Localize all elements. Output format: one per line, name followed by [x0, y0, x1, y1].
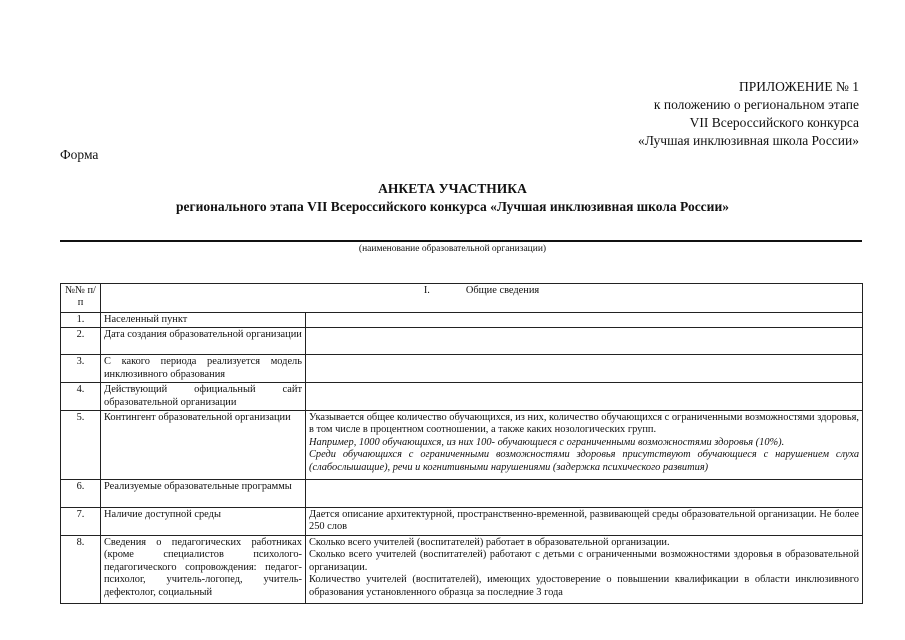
instruction-cell[interactable]	[306, 536, 863, 604]
instruction-cell[interactable]: Дается описание архитектурной, пространственно-временной, развивающей среды образовательной организации. Не более 250 слов	[306, 508, 863, 536]
answer-cell[interactable]	[306, 383, 863, 411]
instruction-text: Сколько всего учителей (воспитателей) работает в образовательной организации.	[309, 537, 670, 549]
questionnaire-table	[60, 283, 863, 604]
section-number: I.	[423, 285, 430, 296]
section-header-cell	[101, 284, 863, 313]
row-label: Сведения о педагогических работниках (кроме специалистов психолого-педагогического сопровождения: педагог-психолог, учитель-логопед, учитель-дефектолог, социальный	[101, 536, 306, 604]
appendix-header	[638, 78, 859, 150]
example-text: Среди обучающихся с ограниченными возможностями здоровья присутствуют обучающиеся с нарушением слуха (слабослышащие), речи и когнитивными нарушениями (задержка психического развития)	[309, 449, 860, 473]
header-number-cell: №№ п/п	[61, 284, 101, 313]
appendix-line: к положению о региональном этапе	[653, 97, 859, 112]
row-label: Реализуемые образовательные программы	[101, 480, 306, 508]
table-row	[61, 508, 863, 536]
answer-cell[interactable]	[306, 355, 863, 383]
answer-cell[interactable]	[306, 328, 863, 355]
instruction-text: Указывается общее количество обучающихся, из них, количество обучающихся с ограниченными возможностями здоровья, в том числе в процентном соотношении, а также каких нозологических групп.	[309, 412, 860, 436]
answer-cell[interactable]	[306, 480, 863, 508]
row-label: Наличие доступной среды	[101, 508, 306, 536]
row-label: С какого периода реализуется модель инклюзивного образования	[101, 355, 306, 383]
row-number: 8.	[61, 536, 101, 604]
row-label: Населенный пункт	[101, 313, 306, 328]
row-label: Дата создания образовательной организации	[101, 328, 306, 355]
row-number: 5.	[61, 411, 101, 480]
answer-cell[interactable]	[306, 313, 863, 328]
table-row	[61, 411, 863, 480]
table-row	[61, 536, 863, 604]
appendix-line: «Лучшая инклюзивная школа России»	[637, 133, 859, 148]
row-label: Действующий официальный сайт образовательной организации	[101, 383, 306, 411]
instruction-text: Сколько всего учителей (воспитателей) работают с детьми с ограниченными возможностями здоровья в образовательной организации.	[309, 549, 860, 573]
appendix-line: VII Всероссийского конкурса	[689, 115, 859, 130]
table-header-row	[61, 284, 863, 313]
row-number: 7.	[61, 508, 101, 536]
instruction-text: Количество учителей (воспитателей), имеющих удостоверение о повышении квалификации в области инклюзивного образования установленного образца за последние 3 года	[309, 574, 860, 598]
row-number: 4.	[61, 383, 101, 411]
document-subtitle: регионального этапа VII Всероссийского конкурса «Лучшая инклюзивная школа России»	[176, 199, 729, 214]
document-title: АНКЕТА УЧАСТНИКА	[378, 181, 527, 196]
row-number: 6.	[61, 480, 101, 508]
table-row	[61, 328, 863, 355]
row-number: 3.	[61, 355, 101, 383]
organization-name-caption: (наименование образовательной организации)	[358, 244, 547, 254]
instruction-cell[interactable]	[306, 411, 863, 480]
row-label: Контингент образовательной организации	[101, 411, 306, 480]
table-row	[61, 355, 863, 383]
example-text: Например, 1000 обучающихся, из них 100- обучающиеся с ограниченными возможностями здоровья (10%).	[309, 436, 785, 448]
table-row	[61, 313, 863, 328]
form-label: Форма	[60, 147, 99, 162]
organization-name-line	[60, 240, 862, 242]
row-number: 2.	[61, 328, 101, 355]
appendix-title: ПРИЛОЖЕНИЕ № 1	[738, 79, 859, 94]
table-row	[61, 383, 863, 411]
section-title: Общие сведения	[465, 285, 540, 296]
table-row	[61, 480, 863, 508]
row-number: 1.	[61, 313, 101, 328]
